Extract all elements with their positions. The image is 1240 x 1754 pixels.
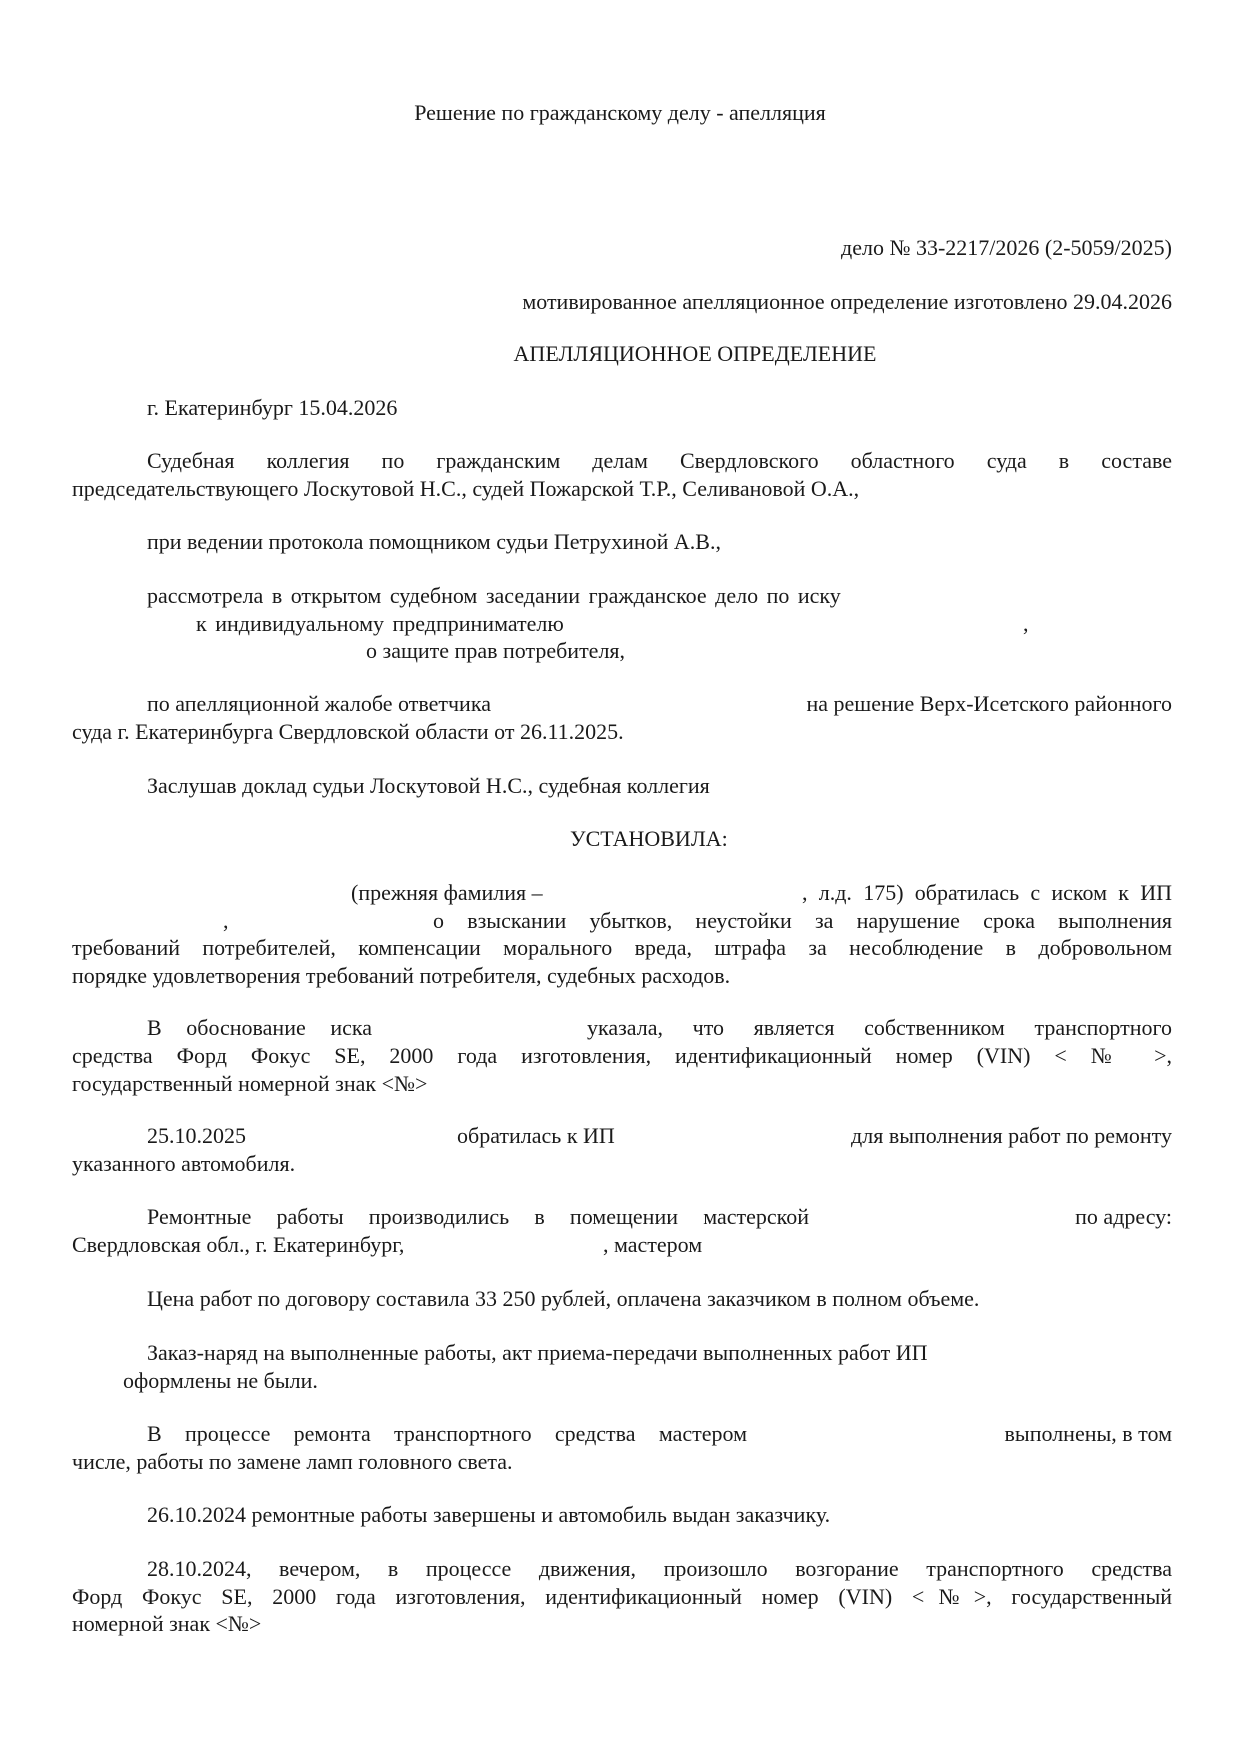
document-header: Решение по гражданскому делу - апелляция bbox=[414, 100, 826, 125]
paragraph-8-line-1a: 25.10.2025 bbox=[147, 1123, 246, 1148]
text-fragment: к bbox=[196, 611, 207, 636]
paragraph-8-line-2: указанного автомобиля. bbox=[72, 1151, 296, 1176]
paragraph-11-line-2: оформлены не были. bbox=[123, 1368, 318, 1393]
paragraph-3-line-3: о защите прав потребителя, bbox=[366, 638, 626, 663]
paragraph-1-line-2: председательствующего Лоскутовой Н.С., судей Пожарской Т.Р., Селивановой О.А., bbox=[72, 476, 860, 501]
place-date: г. Екатеринбург 15.04.2026 bbox=[147, 395, 398, 420]
paragraph-6-line-4: порядке удовлетворения требований потребителя, судебных расходов. bbox=[72, 963, 731, 988]
paragraph-4-line-1b: на решение Верх-Исетского районного bbox=[806, 691, 1172, 716]
paragraph-1-line-1: Судебная коллегия по гражданским делам Свердловского областного суда в составе bbox=[147, 448, 1172, 473]
paragraph-11-line-1: Заказ-наряд на выполненные работы, акт приема-передачи выполненных работ ИП bbox=[147, 1340, 928, 1365]
motivated-note: мотивированное апелляционное определение изготовлено 29.04.2026 bbox=[522, 289, 1172, 314]
case-number: дело № 33-2217/2026 (2-5059/2025) bbox=[841, 235, 1172, 260]
paragraph-4-line-2: суда г. Екатеринбурга Свердловской области от 26.11.2025. bbox=[72, 719, 624, 744]
paragraph-7-line-2: средства Форд Фокус SE, 2000 года изготовления, идентификационный номер (VIN) < № >, bbox=[72, 1043, 1172, 1068]
paragraph-10: Цена работ по договору составила 33 250 рублей, оплачена заказчиком в полном объеме. bbox=[147, 1286, 980, 1311]
paragraph-7-line-3: государственный номерной знак <№> bbox=[72, 1071, 428, 1096]
paragraph-6-line-2b: о взыскании убытков, неустойки за нарушение срока выполнения bbox=[433, 908, 1172, 933]
paragraph-9-line-1b: по адресу: bbox=[1075, 1204, 1172, 1229]
paragraph-13: 26.10.2024 ремонтные работы завершены и автомобиль выдан заказчику. bbox=[147, 1502, 831, 1527]
paragraph-12-line-1b: выполнены, в том bbox=[1004, 1421, 1172, 1446]
paragraph-4-line-1a: по апелляционной жалобе ответчика bbox=[147, 691, 491, 716]
paragraph-5: Заслушав доклад судьи Лоскутовой Н.С., судебная коллегия bbox=[147, 773, 710, 798]
paragraph-9-line-1a: Ремонтные работы производились в помещении мастерской bbox=[147, 1204, 809, 1229]
paragraph-7-line-1a: В обоснование иска bbox=[147, 1015, 372, 1040]
section-title: УСТАНОВИЛА: bbox=[570, 826, 728, 851]
text-fragment: предпринимателю bbox=[392, 611, 564, 636]
paragraph-6-line-3: требований потребителей, компенсации морального вреда, штрафа за несоблюдение в добровольном bbox=[72, 935, 1172, 960]
paragraph-12-line-2: числе, работы по замене ламп головного света. bbox=[72, 1449, 513, 1474]
text-fragment: , л.д. 175) обратилась с иском к ИП bbox=[802, 880, 1172, 905]
paragraph-6-line-2a: , bbox=[223, 908, 229, 933]
paragraph-3-line-2 bbox=[196, 610, 564, 638]
paragraph-7-line-1b: указала, что является собственником транспортного bbox=[587, 1015, 1172, 1040]
paragraph-14-line-3: номерной знак <№> bbox=[72, 1611, 262, 1636]
paragraph-14-line-2: Форд Фокус SE, 2000 года изготовления, идентификационный номер (VIN) <№>, государственный bbox=[72, 1584, 1172, 1609]
paragraph-9-line-2a: Свердловская обл., г. Екатеринбург, bbox=[72, 1232, 405, 1257]
paragraph-6-line-1 bbox=[351, 879, 1172, 907]
text-fragment: (прежняя фамилия – bbox=[351, 880, 543, 905]
text-fragment: индивидуальному bbox=[215, 611, 385, 636]
paragraph-8-line-1c: для выполнения работ по ремонту bbox=[851, 1123, 1172, 1148]
document-title: АПЕЛЛЯЦИОННОЕ ОПРЕДЕЛЕНИЕ bbox=[513, 341, 877, 366]
paragraph-14-line-1: 28.10.2024, вечером, в процессе движения, произошло возгорание транспортного средства bbox=[147, 1556, 1172, 1581]
paragraph-9-line-2b: , мастером bbox=[603, 1232, 703, 1257]
paragraph-2: при ведении протокола помощником судьи Петрухиной А.В., bbox=[147, 529, 721, 554]
paragraph-3-comma: , bbox=[1023, 611, 1029, 636]
paragraph-3-line-1: рассмотрела в открытом судебном заседании гражданское дело по иску bbox=[147, 583, 841, 608]
paragraph-12-line-1a: В процессе ремонта транспортного средства мастером bbox=[147, 1421, 747, 1446]
paragraph-8-line-1b: обратилась к ИП bbox=[457, 1123, 615, 1148]
